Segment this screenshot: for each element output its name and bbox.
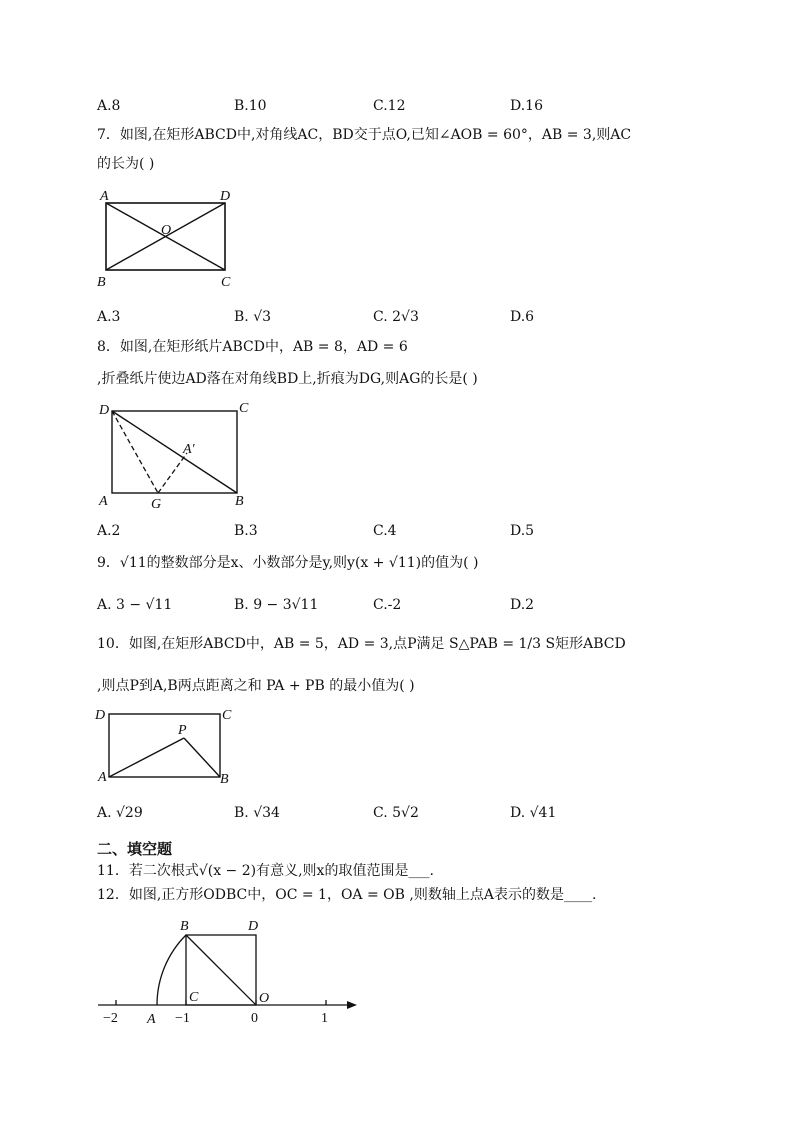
- q7-option-c: C. 2√3: [373, 309, 419, 325]
- q9-option-d: D.2: [510, 597, 535, 613]
- q12-label-a: A: [147, 1012, 156, 1027]
- q6-option-c: C.12: [373, 98, 406, 114]
- q6-option-a: A.8: [97, 98, 121, 114]
- q7-option-b: B. √3: [234, 309, 272, 325]
- q10-figure: [95, 704, 245, 789]
- q7-label-d: D: [220, 189, 231, 204]
- q7-option-a: A.3: [97, 309, 121, 325]
- q8-label-a: A: [99, 494, 108, 509]
- q8-label-d: D: [99, 403, 110, 418]
- q7-label-a: A: [100, 189, 109, 204]
- q10-option-c: C. 5√2: [373, 805, 419, 821]
- q8-option-b: B.3: [234, 523, 258, 539]
- q8-label-b: B: [235, 494, 244, 509]
- q6-option-d: D.16: [510, 98, 543, 114]
- q8-option-d: D.5: [510, 523, 535, 539]
- q12-label-o: O: [259, 991, 270, 1006]
- q7-figure: [95, 186, 245, 291]
- q8-stem-line2: ,折叠纸片使边AD落在对角线BD上,折痕为DG,则AG的长是( ): [97, 371, 478, 387]
- q12-label-b: B: [180, 919, 189, 934]
- q12-tick-1: 1: [321, 1011, 328, 1026]
- q6-option-b: B.10: [234, 98, 267, 114]
- q7-stem-line1: 7．如图,在矩形ABCD中,对角线AC，BD交于点O,已知∠AOB = 60°，AB = 3,则AC: [97, 127, 632, 143]
- q8-label-c: C: [239, 401, 249, 416]
- section-fill-in-blank-heading: 二、填空题: [97, 840, 173, 858]
- q10-stem-line2: ,则点P到A,B两点距离之和 PA + PB 的最小值为( ): [97, 678, 415, 694]
- q9-stem: 9．√11的整数部分是x、小数部分是y,则y(x + √11)的值为( ): [97, 555, 479, 571]
- q8-stem-line1: 8．如图,在矩形纸片ABCD中，AB = 8，AD = 6: [97, 339, 408, 355]
- q12-stem: 12．如图,正方形ODBC中，OC = 1，OA = OB ,则数轴上点A表示的数是____.: [97, 887, 597, 903]
- q12-tick-minus2: −2: [103, 1011, 118, 1026]
- q8-label-g: G: [151, 497, 162, 512]
- q8-label-a-prime: A′: [183, 442, 195, 457]
- q12-figure: [95, 912, 365, 1027]
- q7-label-b: B: [97, 275, 106, 290]
- q10-option-b: B. √34: [234, 805, 280, 821]
- q10-label-d: D: [95, 708, 106, 723]
- q8-figure: [95, 398, 255, 513]
- q10-option-d: D. √41: [510, 805, 557, 821]
- q12-tick-0: 0: [251, 1011, 258, 1026]
- q10-label-c: C: [222, 708, 232, 723]
- q8-option-c: C.4: [373, 523, 397, 539]
- q10-label-a: A: [98, 770, 107, 785]
- q10-stem-line1: 10．如图,在矩形ABCD中，AB = 5，AD = 3,点P满足 S△PAB = 1/3 S矩形ABCD: [97, 636, 626, 652]
- q9-option-c: C.-2: [373, 597, 402, 613]
- q10-label-p: P: [178, 723, 187, 738]
- q7-stem-line2: 的长为( ): [97, 156, 155, 172]
- q12-tick-minus1: −1: [175, 1011, 190, 1026]
- q10-label-b: B: [220, 772, 229, 787]
- q12-label-d: D: [248, 919, 259, 934]
- q9-option-a: A. 3 − √11: [97, 597, 173, 613]
- q7-option-d: D.6: [510, 309, 535, 325]
- q9-option-b: B. 9 − 3√11: [234, 597, 319, 613]
- q10-option-a: A. √29: [97, 805, 143, 821]
- q12-label-c: C: [189, 990, 199, 1005]
- q7-label-o: O: [161, 223, 172, 238]
- q11-stem: 11．若二次根式√(x − 2)有意义,则x的取值范围是___.: [97, 863, 434, 879]
- q7-label-c: C: [221, 275, 231, 290]
- q8-option-a: A.2: [97, 523, 121, 539]
